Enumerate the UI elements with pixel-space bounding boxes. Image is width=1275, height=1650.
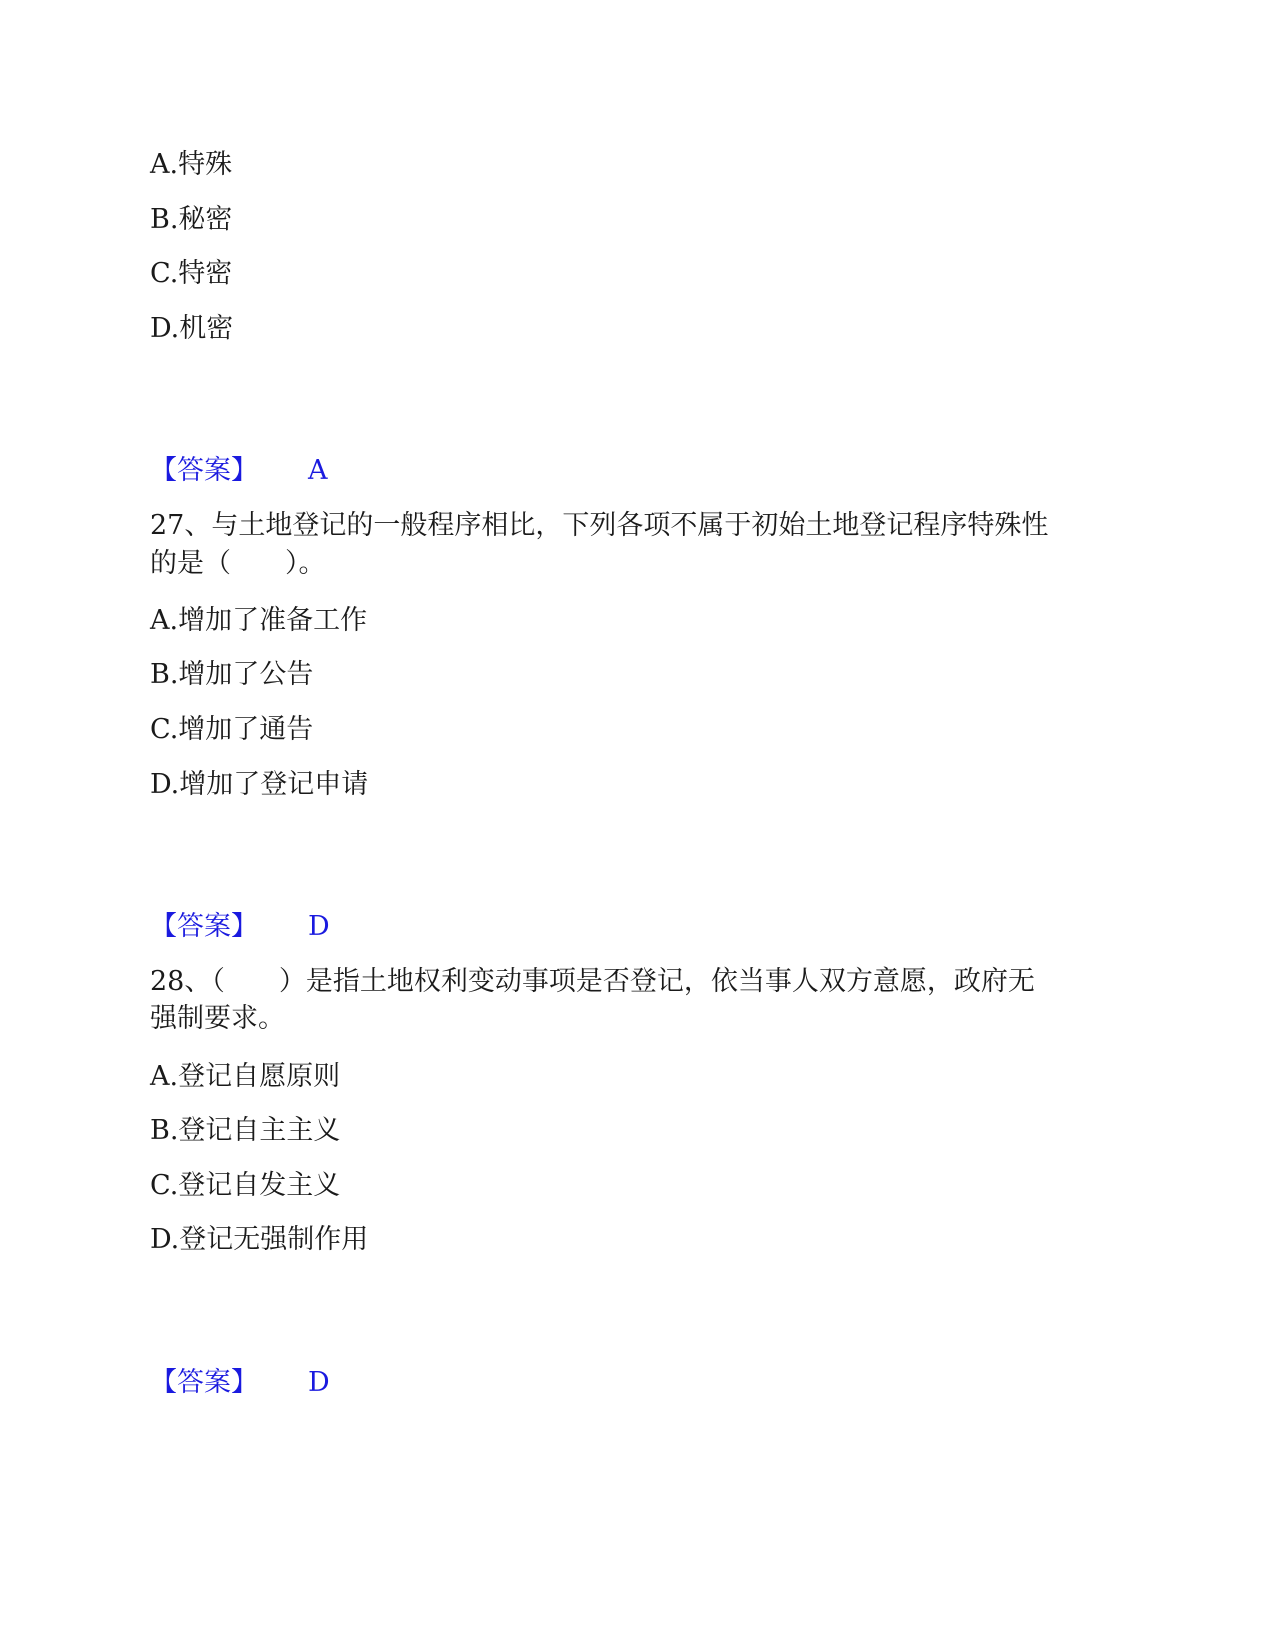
option-c: C.登记自发主义	[150, 1170, 341, 1201]
option-c: C.特密	[150, 258, 233, 289]
answer-row	[150, 909, 330, 945]
option-b: B.登记自主主义	[150, 1115, 341, 1146]
answer-label: 【答案】	[150, 1367, 258, 1398]
answer-label: 【答案】	[150, 455, 258, 486]
option-d: D.增加了登记申请	[150, 769, 369, 800]
question-text-line2: 强制要求。	[150, 1003, 285, 1034]
question-text-line2: 的是（ ）。	[150, 548, 326, 579]
option-a: A.登记自愿原则	[150, 1061, 341, 1092]
question-text-line1: 28、（ ）是指土地权利变动事项是否登记，依当事人双方意愿，政府无	[150, 966, 1035, 997]
answer-value: D	[308, 1367, 330, 1398]
question-text-line1: 27、与土地登记的一般程序相比，下列各项不属于初始土地登记程序特殊性	[150, 510, 1049, 541]
answer-value: D	[308, 911, 330, 942]
answer-value: A	[308, 455, 328, 486]
option-d: D.机密	[150, 313, 234, 344]
option-a: A.特殊	[150, 149, 233, 180]
option-b: B.增加了公告	[150, 659, 314, 690]
option-a: A.增加了准备工作	[150, 605, 368, 636]
option-b: B.秘密	[150, 204, 233, 235]
option-d: D.登记无强制作用	[150, 1224, 369, 1255]
answer-label: 【答案】	[150, 911, 258, 942]
answer-row	[150, 1365, 330, 1401]
answer-row	[150, 453, 328, 489]
option-c: C.增加了通告	[150, 714, 314, 745]
